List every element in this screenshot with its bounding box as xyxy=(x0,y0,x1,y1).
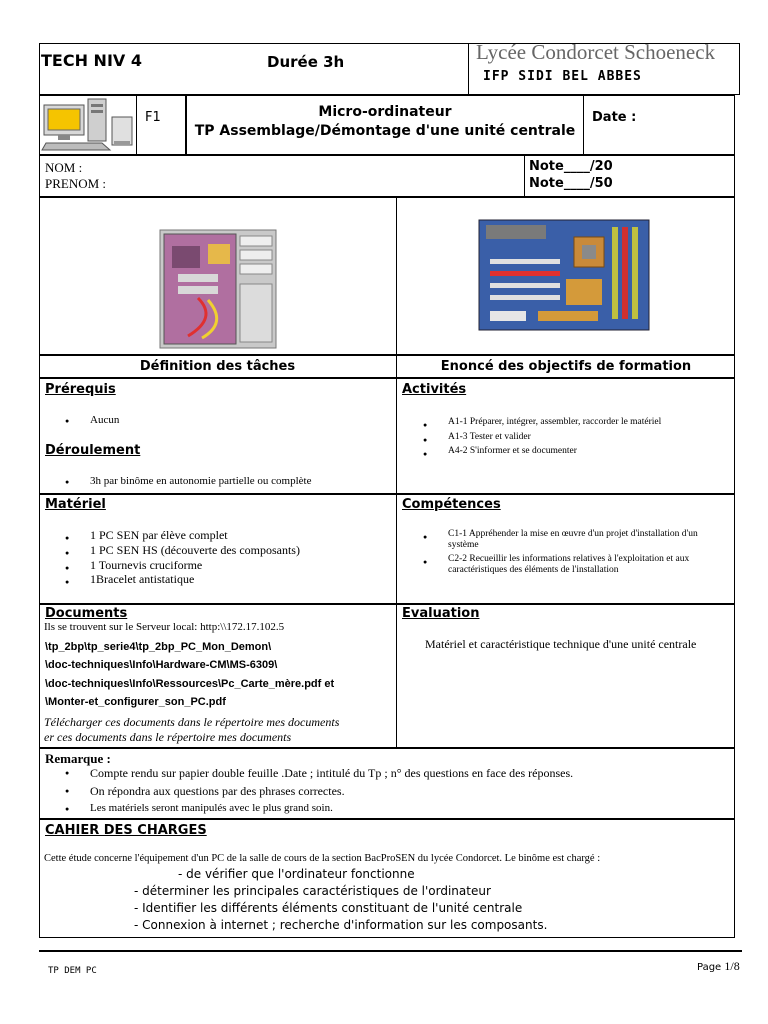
prerequis-title: Prérequis xyxy=(45,382,116,397)
competences-title: Compétences xyxy=(402,497,501,512)
motherboard-image xyxy=(478,219,650,331)
note20-label: Note____/20 xyxy=(529,159,613,174)
evaluation-text: Matériel et caractéristique technique d'une unité centrale xyxy=(425,637,697,651)
activite-item-1: ● A1-1 Préparer, intégrer, assembler, raccorder le matériel xyxy=(411,415,661,430)
remarque-item-2: ● On répondra aux questions par des phrases correctes. xyxy=(53,784,573,802)
date-label: Date : xyxy=(592,110,637,125)
documents-intro: Ils se trouvent sur le Serveur local: http:\\172.17.102.5 xyxy=(44,621,285,633)
title-line2: TP Assemblage/Démontage d'une unité centrale xyxy=(194,123,576,139)
footer-rule xyxy=(39,950,742,952)
competences-list xyxy=(411,529,698,576)
remarque-title: Remarque : xyxy=(45,751,111,766)
school-name: IFP SIDI BEL ABBES xyxy=(483,69,642,84)
documents-path-1: \tp_2bp\tp_serie4\tp_2bp_PC_Mon_Demon\ xyxy=(45,641,272,653)
documents-path-3: \doc-techniques\Info\Ressources\Pc_Carte_mère.pdf et xyxy=(45,678,335,690)
prenom-label: PRENOM : xyxy=(45,176,107,191)
cahier-line-4: - Connexion à internet ; recherche d'information sur les composants. xyxy=(134,918,548,932)
pc-case-image xyxy=(158,228,278,350)
activite-item-2: ● A1-3 Tester et valider xyxy=(411,430,661,445)
deroulement-list xyxy=(53,475,311,487)
materiel-item-4: ● 1Bracelet antistatique xyxy=(53,572,300,587)
documents-note-2: er ces documents dans le répertoire mes documents xyxy=(44,730,292,744)
materiel-item-1: ● 1 PC SEN par élève complet xyxy=(53,528,300,543)
documents-note-1: Télécharger ces documents dans le répertoire mes documents xyxy=(44,715,340,729)
materiel-item-2: ● 1 PC SEN HS (découverte des composants) xyxy=(53,543,300,558)
row-documents-divider xyxy=(396,604,397,748)
cahier-line-3: - Identifier les différents éléments constituant de l'unité centrale xyxy=(134,901,523,915)
cahier-intro: Cette étude concerne l'équipement d'un PC de la salle de cours de la section BacProSEN du lycée Condorcet. Le binôme est chargé : xyxy=(44,853,601,864)
competence-2-line2: caractéristiques des éléments de l'installation xyxy=(448,565,619,575)
right-section-title: Enoncé des objectifs de formation xyxy=(440,359,692,374)
materiel-list xyxy=(53,528,300,587)
documents-path-2: \doc-techniques\Info\Hardware-CM\MS-6309\ xyxy=(45,659,278,671)
school-watermark: Lycée Condorcet Schoeneck xyxy=(476,40,716,64)
prerequis-list xyxy=(53,414,119,426)
remarque-item-1: ● Compte rendu sur papier double feuille .Date ; intitulé du Tp ; n° des questions en face des réponses. xyxy=(53,766,573,784)
page-number xyxy=(697,959,740,974)
materiel-item-3: ● 1 Tournevis cruciforme xyxy=(53,558,300,573)
materiel-title: Matériel xyxy=(45,497,106,512)
deroulement-title: Déroulement xyxy=(45,443,141,458)
competence-item-1 xyxy=(411,529,698,551)
title-line1: Micro-ordinateur xyxy=(318,104,452,120)
left-section-title: Définition des tâches xyxy=(139,359,296,374)
duration-label: Durée 3h xyxy=(267,53,345,71)
note50-label: Note____/50 xyxy=(529,176,613,191)
cahier-line-2: - déterminer les principales caractéristiques de l'ordinateur xyxy=(134,884,491,898)
deroulement-item: ● 3h par binôme en autonomie partielle ou complète xyxy=(53,475,311,487)
documents-path-4: \Monter-et_configurer_son_PC.pdf xyxy=(45,696,226,708)
activites-title: Activités xyxy=(402,382,467,397)
competence-1-line2: système xyxy=(448,540,479,550)
code-cell xyxy=(136,95,186,155)
competence-item-2 xyxy=(411,554,698,576)
row-prerequis-divider xyxy=(396,378,397,494)
competence-2-line1: C2-2 Recueillir les informations relatives à l'exploitation et aux xyxy=(448,554,690,564)
level-label: TECH NIV 4 xyxy=(41,51,142,70)
cahier-title: CAHIER DES CHARGES xyxy=(45,823,207,838)
competence-1-line1: C1-1 Appréhender la mise en œuvre d'un projet d'installation d'un xyxy=(448,529,698,539)
computer-icon xyxy=(40,97,136,153)
prerequis-item: ● Aucun xyxy=(53,414,119,426)
activites-list xyxy=(411,415,661,459)
row-materiel-divider xyxy=(396,494,397,604)
remarque-list xyxy=(53,766,573,818)
code-label: F1 xyxy=(145,110,161,125)
activite-item-3: ● A4-2 S'informer et se documenter xyxy=(411,444,661,459)
footer-label: TP DEM PC xyxy=(48,966,97,976)
evaluation-title: Evaluation xyxy=(402,606,480,621)
page-prefix: Page xyxy=(697,962,725,973)
nom-label: NOM : xyxy=(45,160,83,175)
page-num: 1/8 xyxy=(724,959,740,973)
remarque-item-3: ● Les matériels seront manipulés avec le plus grand soin. xyxy=(53,802,573,818)
cahier-line-1: - de vérifier que l'ordinateur fonctionne xyxy=(178,867,415,881)
image-divider xyxy=(396,197,397,355)
documents-title: Documents xyxy=(45,606,128,621)
